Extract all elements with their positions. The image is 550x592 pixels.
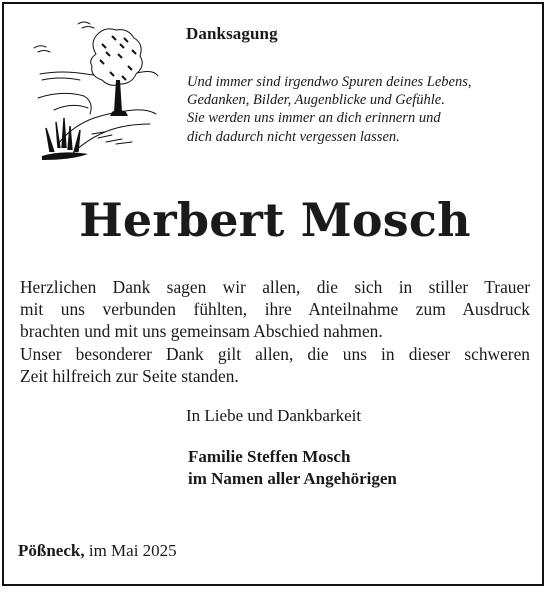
- page-title: Danksagung: [186, 24, 278, 43]
- place-name: Pößneck,: [18, 541, 85, 560]
- signature-block: [188, 446, 397, 490]
- tree-landscape-illustration: [32, 14, 162, 162]
- poem-line: Gedanken, Bilder, Augenblicke und Gefühle.: [187, 92, 445, 109]
- date-text: im Mai 2025: [84, 541, 177, 560]
- deceased-name: Herbert Mosch: [79, 193, 471, 247]
- message-line: Herzlichen Dank sagen wir allen, die sich in stiller Trauer: [20, 277, 530, 297]
- poem-block: [187, 73, 533, 146]
- poem-line: Sie werden uns immer an dich erinnern und: [187, 110, 441, 127]
- thank-you-message: [20, 276, 530, 387]
- message-line: mit uns verbunden fühlten, ihre Anteilnahme zum Ausdruck: [20, 299, 530, 320]
- place-date-line: [18, 541, 177, 561]
- poem-line: Und immer sind irgendwo Spuren deines Lebens,: [187, 74, 472, 90]
- message-line: Zeit hilfreich zur Seite standen.: [20, 365, 239, 386]
- message-line: Unser besonderer Dank gilt allen, die uns in dieser schweren: [20, 343, 530, 364]
- closing-phrase: In Liebe und Dankbarkeit: [186, 406, 362, 425]
- signature-line: im Namen aller Angehörigen: [188, 469, 397, 488]
- poem-line: dich dadurch nicht vergessen lassen.: [187, 128, 400, 145]
- message-line: brachten und mit uns gemeinsam Abschied nahmen.: [20, 321, 383, 342]
- signature-line: Familie Steffen Mosch: [188, 447, 351, 466]
